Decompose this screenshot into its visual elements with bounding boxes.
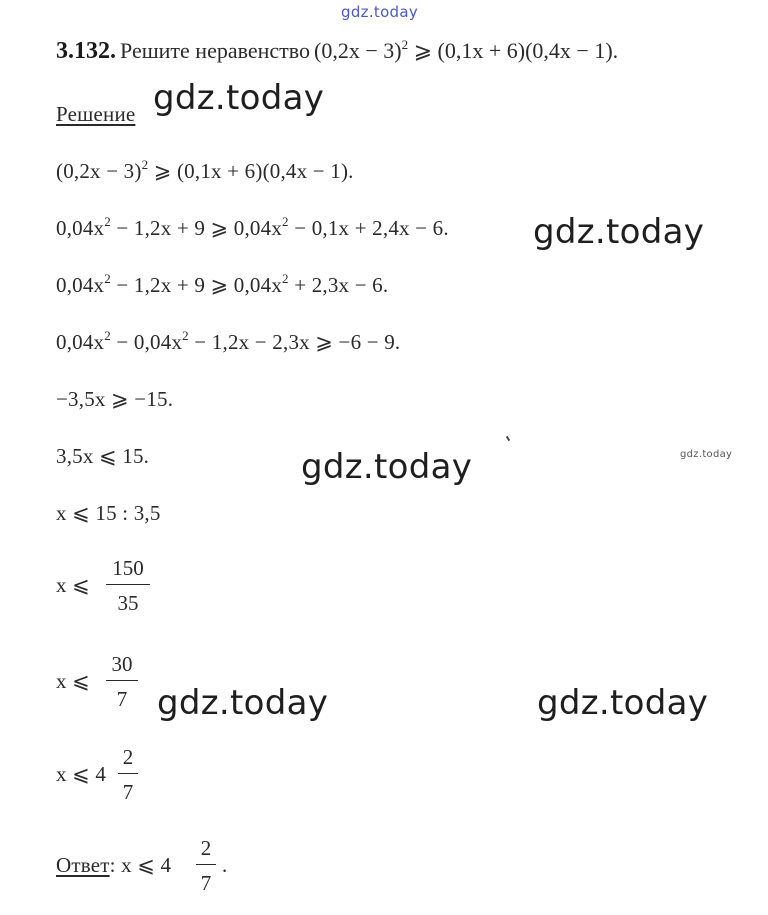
watermark-1: gdz.today [153,78,325,118]
fraction-2-7 [118,745,138,804]
frac2-prefix: x ⩽ [56,669,90,693]
answer-suffix: . [222,853,228,877]
fraction-bar [196,864,216,865]
fraction-30-7 [106,652,138,711]
solution-label: Решение [56,102,136,126]
answer-line [56,853,171,878]
denominator: 7 [116,687,128,711]
answer-prefix: : x ⩽ 4 [109,853,172,877]
step-6: 3,5x ⩽ 15. [56,444,150,468]
step-3: $0,04x^2 - 1,2x + 9$ ⩾ $0,04x^2 + 2,3x - 6$. [56,271,389,297]
watermark-4: gdz.today [157,683,329,723]
fraction-150-35 [106,556,150,615]
answer-label: Ответ [56,853,110,877]
answer-fraction [196,836,216,895]
mixed-prefix: x ⩽ 4 [56,762,107,786]
fraction-bar [106,680,138,681]
numerator: 30 [111,652,133,676]
denominator: 35 [117,591,139,615]
watermark-2: gdz.today [533,212,705,252]
watermark-small: gdz.today [680,449,733,460]
problem-number: 3.132. [56,38,116,64]
denominator: 7 [200,871,212,895]
watermark-5: gdz.today [537,683,709,723]
fraction-bar [106,584,150,585]
step-5: −3,5x ⩾ −15. [56,387,174,411]
problem-text: Решите неравенство [120,38,311,63]
watermark-3: gdz.today [301,447,473,487]
problem-rhs: ⩾ (0,1x + 6)(0,4x − 1). [408,38,619,63]
watermark-top: gdz.today [341,3,419,21]
step-7: x ⩽ 15 : 3,5 [56,501,161,525]
numerator: 2 [122,745,134,769]
numerator: 2 [200,836,212,860]
step-2: $0,04x^2 - 1,2x + 9$ ⩾ $0,04x^2 - 0,1x + 2,4x - 6$. [56,214,449,240]
fraction-bar [118,773,138,774]
stray-mark [506,436,510,441]
denominator: 7 [122,780,134,804]
problem-lhs: $(0,2x - 3)^2$ [314,37,409,63]
step-4: $0,04x^2 - 0,04x^2 - 1,2x - 2,3x$ ⩾ −6 − 9. [56,328,401,354]
frac1-prefix: x ⩽ [56,573,90,597]
numerator: 150 [112,556,144,580]
problem-statement [56,38,618,65]
step-1: $(0,2x - 3)^2$ ⩾ (0,1x + 6)(0,4x − 1). [56,157,354,183]
